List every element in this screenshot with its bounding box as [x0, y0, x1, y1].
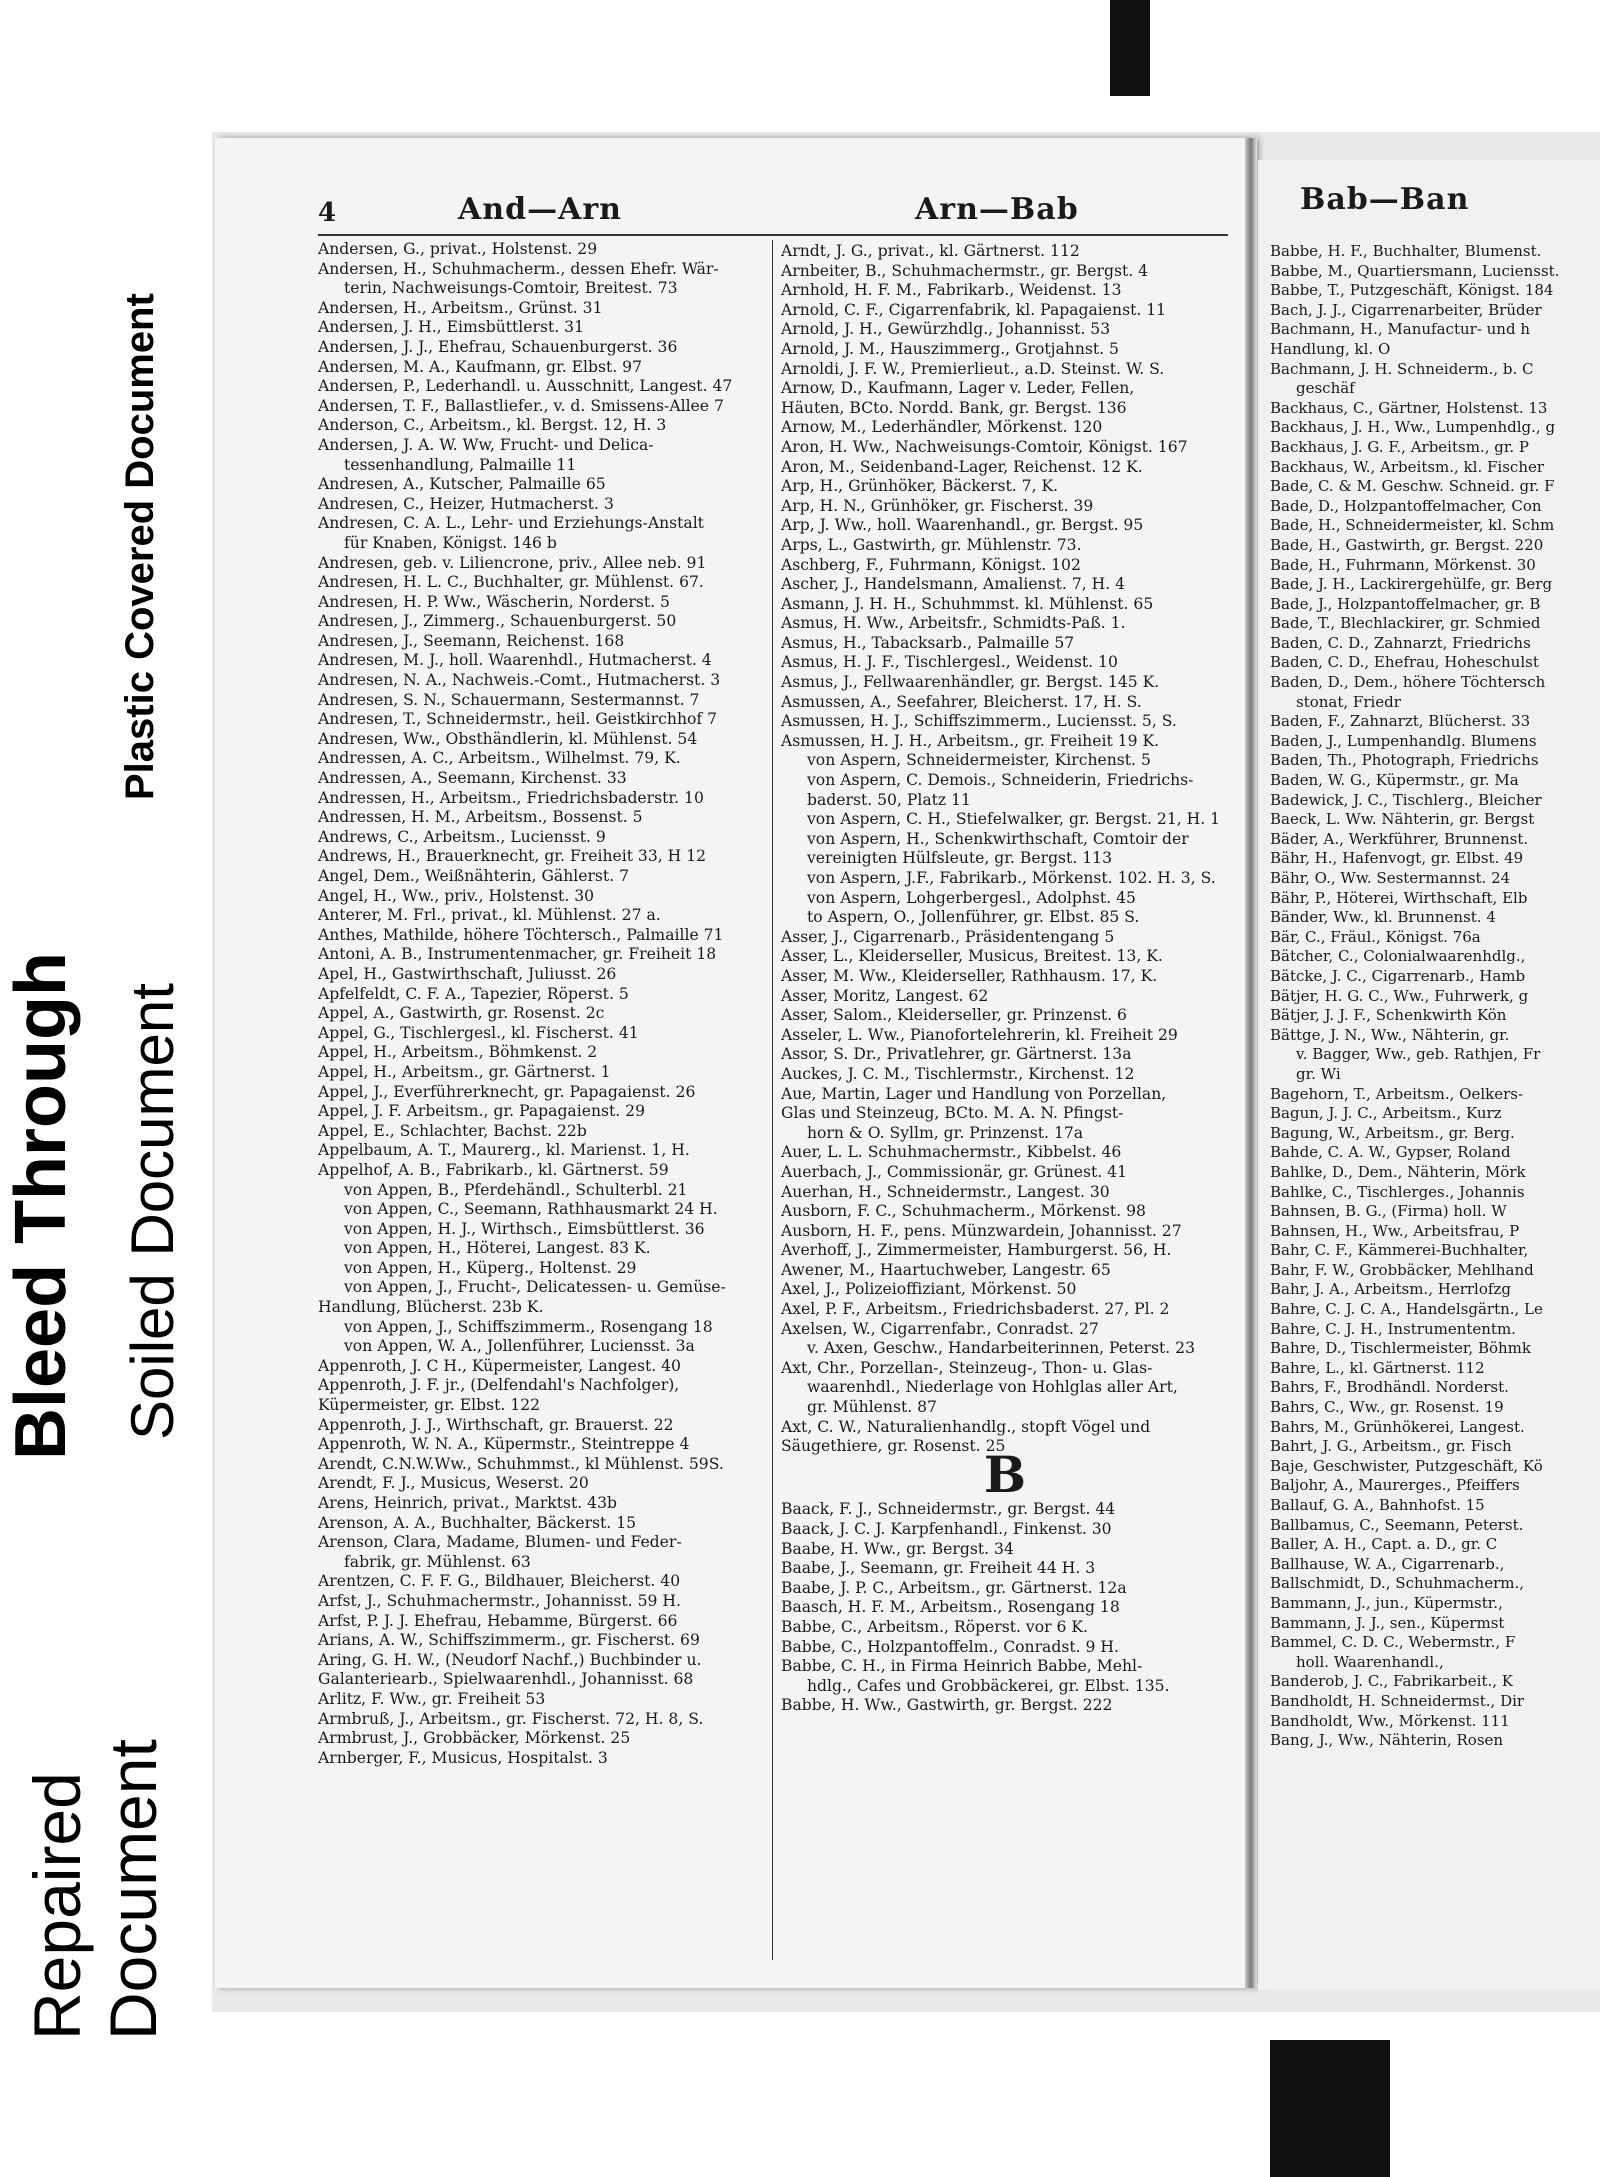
- directory-column-1: [318, 240, 766, 1768]
- directory-entry: Häuten, BCto. Nordd. Bank, gr. Bergst. 136: [781, 398, 1127, 417]
- directory-entry: Auckes, J. C. M., Tischlermstr., Kirchenst. 12: [781, 1064, 1135, 1083]
- directory-entry: Andersen, H., Arbeitsm., Grünst. 31: [318, 298, 603, 317]
- directory-entry: Bätcher, C., Colonialwaarenhdlg.,: [1270, 947, 1526, 966]
- directory-entry: Bade, H., Fuhrmann, Mörkenst. 30: [1270, 555, 1536, 574]
- directory-entry: Baden, C. D., Ehefrau, Hoheschulst: [1270, 653, 1539, 672]
- repaired-label-line1: Repaired: [20, 1772, 94, 2040]
- directory-entry: Andresen, J., Zimmerg., Schauenburgerst. 50: [318, 612, 677, 631]
- directory-entry: Bätjer, H. G. C., Ww., Fuhrwerk, g: [1270, 986, 1529, 1005]
- directory-entry: geschäf: [1296, 379, 1355, 398]
- directory-entry: waarenhdl., Niederlage von Hohlglas aller Art,: [807, 1378, 1178, 1397]
- bleed-through-label: Bleed Through: [1, 952, 81, 1460]
- directory-entry: Bahnsen, H., Ww., Arbeitsfrau, P: [1270, 1221, 1520, 1240]
- directory-entry: Bade, T., Blechlackirer, gr. Schmied: [1270, 614, 1541, 633]
- directory-entry: Bahre, C. J. H., Instrumententm.: [1270, 1319, 1516, 1338]
- directory-entry: Armbruß, J., Arbeitsm., gr. Fischerst. 72, H. 8, S.: [318, 1709, 704, 1728]
- directory-entry: Arp, J. Ww., holl. Waarenhandl., gr. Bergst. 95: [781, 516, 1144, 535]
- directory-entry: Bade, H., Gastwirth, gr. Bergst. 220: [1270, 535, 1544, 554]
- directory-entries-b: [781, 1500, 1229, 1716]
- directory-entry: Bahrt, J. G., Arbeitsm., gr. Fisch: [1270, 1437, 1512, 1456]
- directory-entry: Bammann, J. J., sen., Küpermst: [1270, 1613, 1505, 1632]
- directory-entries-arn-axt: [781, 242, 1229, 1457]
- directory-entry: Ballhause, W. A., Cigarrenarb.,: [1270, 1554, 1505, 1573]
- directory-entry: Arenson, A. A., Buchhalter, Bäckerst. 15: [318, 1513, 637, 1532]
- directory-entry: Arentzen, C. F. F. G., Bildhauer, Bleicherst. 40: [318, 1572, 681, 1591]
- directory-entry: Badewick, J. C., Tischlerg., Bleicher: [1270, 790, 1542, 809]
- directory-entry: Armbrust, J., Grobbäcker, Mörkenst. 25: [318, 1729, 631, 1748]
- directory-entry: Bätcke, J. C., Cigarrenarb., Hamb: [1270, 966, 1526, 985]
- directory-entry: Galanteriearb., Spielwaarenhdl., Johannisst. 68: [318, 1670, 694, 1689]
- directory-entry: Baden, Th., Photograph, Friedrichs: [1270, 751, 1539, 770]
- directory-entry: Andersen, M. A., Kaufmann, gr. Elbst. 97: [318, 357, 643, 376]
- directory-entry: Asseler, L. Ww., Pianofortelehrerin, kl. Freiheit 29: [781, 1025, 1178, 1044]
- directory-entry: Aschberg, F., Fuhrmann, Königst. 102: [781, 555, 1081, 574]
- directory-entry: Baljohr, A., Maurerges., Pfeiffers: [1270, 1476, 1520, 1495]
- directory-entry: Aron, H. Ww., Nachweisungs-Comtoir, Königst. 167: [781, 437, 1188, 456]
- directory-entry: Arp, H. N., Grünhöker, gr. Fischerst. 39: [781, 496, 1094, 515]
- directory-entry: von Appen, H., Höterei, Langest. 83 K.: [344, 1239, 651, 1258]
- tape-strip-bottom: [1270, 2040, 1390, 2177]
- directory-entry: Baden, J., Lumpenhandlg. Blumens: [1270, 731, 1537, 750]
- directory-entry: Bade, J. H., Lackirergehülfe, gr. Berg: [1270, 575, 1553, 594]
- directory-entry: Asser, Salom., Kleiderseller, gr. Prinzenst. 6: [781, 1006, 1127, 1025]
- directory-entry: Axt, C. W., Naturalienhandlg., stopft Vögel und: [781, 1417, 1151, 1436]
- directory-entry: gr. Wi: [1296, 1064, 1341, 1083]
- directory-entry: Bachmann, H., Manufactur- und h: [1270, 320, 1531, 339]
- directory-entry: tessenhandlung, Palmaille 11: [344, 455, 577, 474]
- directory-entry: Asser, M. Ww., Kleiderseller, Rathhausm. 17, K.: [781, 966, 1158, 985]
- directory-entry: fabrik, gr. Mühlenst. 63: [344, 1552, 531, 1571]
- directory-entry: Bahrs, C., Ww., gr. Rosenst. 19: [1270, 1398, 1504, 1417]
- directory-entry: Assor, S. Dr., Privatlehrer, gr. Gärtnerst. 13a: [781, 1045, 1132, 1064]
- directory-entry: Bahrs, M., Grünhökerei, Langest.: [1270, 1417, 1525, 1436]
- directory-entry: Awener, M., Haartuchweber, Langestr. 65: [781, 1260, 1111, 1279]
- directory-entry: Anderson, C., Arbeitsm., kl. Bergst. 12, H. 3: [318, 416, 667, 435]
- directory-entry: Backhaus, J. H., Ww., Lumpenhdlg., g: [1270, 418, 1556, 437]
- directory-entry: Asmus, H. Ww., Arbeitsfr., Schmidts-Paß. 1.: [781, 614, 1126, 633]
- directory-entry: v. Bagger, Ww., geb. Rathjen, Fr: [1296, 1045, 1541, 1064]
- repaired-document-label: [20, 1739, 172, 2040]
- directory-entry: Bade, D., Holzpantoffelmacher, Con: [1270, 496, 1542, 515]
- directory-entry: Handlung, kl. O: [1270, 339, 1391, 358]
- directory-entry: Arnhold, H. F. M., Fabrikarb., Weidenst. 13: [781, 281, 1122, 300]
- directory-entry: Bade, C. & M. Geschw. Schneid. gr. F: [1270, 477, 1555, 496]
- directory-entry: Appel, H., Arbeitsm., gr. Gärtnerst. 1: [318, 1062, 611, 1081]
- running-head-middle: Arn—Bab: [915, 192, 1079, 227]
- directory-entry: für Knaben, Königst. 146 b: [344, 533, 557, 552]
- directory-entry: Andressen, H. M., Arbeitsm., Bossenst. 5: [318, 808, 643, 827]
- directory-entry: von Appen, H. J., Wirthsch., Eimsbüttlerst. 36: [344, 1219, 705, 1238]
- directory-entry: Andressen, H., Arbeitsm., Friedrichsbaderstr. 10: [318, 788, 704, 807]
- directory-entry: Andersen, P., Lederhandl. u. Ausschnitt, Langest. 47: [318, 377, 733, 396]
- directory-entry: Ballauf, G. A., Bahnhofst. 15: [1270, 1496, 1485, 1514]
- directory-entry: Asmussen, H. J., Schiffszimmerm., Luciensst. 5, S.: [781, 712, 1177, 731]
- directory-entry: Bammann, J., jun., Küpermstr.,: [1270, 1593, 1503, 1612]
- directory-entry: Andersen, G., privat., Holstenst. 29: [318, 240, 598, 258]
- directory-entry: Bach, J. J., Cigarrenarbeiter, Brüder: [1270, 300, 1542, 319]
- directory-column-2: [781, 242, 1229, 1716]
- repaired-label-line2: Document: [95, 1739, 170, 2040]
- soiled-document-label: Soiled Document: [119, 983, 186, 1440]
- directory-entry: Bahre, L., kl. Gärtnerst. 112: [1270, 1358, 1485, 1377]
- directory-entry: Angel, H., Ww., priv., Holstenst. 30: [318, 886, 595, 905]
- directory-entry: Axel, J., Polizeioffiziant, Mörkenst. 50: [781, 1280, 1077, 1299]
- directory-entry: von Aspern, C. H., Stiefelwalker, gr. Bergst. 21, H. 1: [807, 810, 1221, 829]
- directory-entry: vereinigten Hülfsleute, gr. Bergst. 113: [807, 849, 1112, 868]
- directory-entry: holl. Waarenhandl.,: [1296, 1652, 1444, 1671]
- directory-entry: Axel, P. F., Arbeitsm., Friedrichsbaderst. 27, Pl. 2: [781, 1300, 1170, 1319]
- directory-entry: Arps, L., Gastwirth, gr. Mühlenstr. 73.: [781, 535, 1082, 554]
- running-head-left: And—Arn: [458, 192, 622, 227]
- directory-entry: von Appen, W. A., Jollenführer, Luciensst. 3a: [344, 1337, 695, 1356]
- directory-entry: Bade, H., Schneidermeister, kl. Schm: [1270, 516, 1555, 535]
- directory-entry: Andressen, A. C., Arbeitsm., Wilhelmst. 79, K.: [318, 749, 681, 768]
- directory-entry: Bang, J., Ww., Nähterin, Rosen: [1270, 1731, 1504, 1750]
- plastic-covered-label: Plastic Covered Document: [118, 293, 162, 800]
- page-number: 4: [318, 198, 337, 228]
- directory-entry: Bäder, A., Werkführer, Brunnenst.: [1270, 829, 1529, 848]
- directory-entry: Baden, D., Dem., höhere Töchtersch: [1270, 673, 1546, 692]
- directory-entry: Appel, A., Gastwirth, gr. Rosenst. 2c: [318, 1004, 605, 1023]
- directory-entry: Arnold, J. M., Hauszimmerg., Grotjahnst. 5: [781, 339, 1119, 358]
- directory-entry: Bahrs, F., Brodhändl. Norderst.: [1270, 1378, 1509, 1397]
- directory-entry: Asser, J., Cigarrenarb., Präsidentengang 5: [781, 927, 1115, 946]
- directory-entry: Andresen, geb. v. Liliencrone, priv., Allee neb. 91: [318, 553, 707, 572]
- directory-entry: Bähr, O., Ww. Sestermannst. 24: [1270, 869, 1511, 887]
- header-rule: [318, 234, 1228, 236]
- directory-entry: von Appen, J., Schiffszimmerm., Rosengang 18: [344, 1317, 713, 1336]
- directory-entry: Antoni, A. B., Instrumentenmacher, gr. Freiheit 18: [318, 945, 717, 964]
- directory-entry: Asmus, H., Tabacksarb., Palmaille 57: [781, 633, 1075, 652]
- directory-entry: Baack, J. C. J. Karpfenhandl., Finkenst. 30: [781, 1520, 1112, 1538]
- book-gutter: [1245, 138, 1257, 1988]
- directory-entry: v. Axen, Geschw., Handarbeiterinnen, Peterst. 23: [807, 1339, 1196, 1358]
- directory-entry: Bagehorn, T., Arbeitsm., Oelkers-: [1270, 1084, 1524, 1103]
- directory-entry: Baabe, J. P. C., Arbeitsm., gr. Gärtnerst. 12a: [781, 1578, 1127, 1597]
- directory-entry: Appenroth, J. J., Wirthschaft, gr. Brauerst. 22: [318, 1415, 674, 1434]
- directory-entry: Asmus, J., Fellwaarenhändler, gr. Bergst. 145 K.: [781, 673, 1160, 692]
- directory-entry: Aring, G. H. W., (Neudorf Nachf.,) Buchbinder u.: [318, 1650, 702, 1669]
- directory-entry: Bahr, J. A., Arbeitsm., Herrlofzg: [1270, 1280, 1511, 1299]
- directory-entry: Axelsen, W., Cigarrenfabr., Conradst. 27: [781, 1319, 1099, 1338]
- directory-entry: Andresen, T., Schneidermstr., heil. Geistkirchhof 7: [318, 710, 718, 729]
- directory-entry: Appenroth, W. N. A., Küpermstr., Steintreppe 4: [318, 1435, 690, 1454]
- directory-entry: Handlung, Blücherst. 23b K.: [318, 1298, 544, 1317]
- directory-entry: Backhaus, W., Arbeitsm., kl. Fischer: [1270, 457, 1545, 476]
- directory-entry: Ascher, J., Handelsmann, Amalienst. 7, H. 4: [781, 575, 1126, 594]
- directory-entry: Andressen, A., Seemann, Kirchenst. 33: [318, 769, 627, 788]
- directory-entry: Andersen, H., Schuhmacherm., dessen Ehefr. Wär-: [318, 259, 719, 278]
- directory-entry: Aron, M., Seidenband-Lager, Reichenst. 12 K.: [781, 457, 1143, 476]
- directory-entry: Arnoldi, J. F. W., Premierlieut., a.D. Steinst. W. S.: [781, 359, 1165, 378]
- directory-entry: stonat, Friedr: [1296, 692, 1401, 711]
- directory-entry: Arendt, C.N.W.Ww., Schuhmmst., kl Mühlenst. 59S.: [318, 1454, 724, 1473]
- directory-entry: Arnbeiter, B., Schuhmachermstr., gr. Bergst. 4: [781, 261, 1149, 280]
- directory-entry: Asmann, J. H. H., Schuhmmst. kl. Mühlenst. 65: [781, 594, 1154, 613]
- directory-entry: Bammel, C. D. C., Webermstr., F: [1270, 1633, 1516, 1652]
- directory-entry: von Appen, J., Frucht-, Delicatessen- u. Gemüse-: [344, 1278, 726, 1297]
- directory-entry: Aue, Martin, Lager und Handlung von Porzellan,: [781, 1084, 1167, 1103]
- directory-entry: Bär, C., Fräul., Königst. 76a: [1270, 927, 1481, 946]
- directory-entry: Axt, Chr., Porzellan-, Steinzeug-, Thon- u. Glas-: [781, 1358, 1153, 1377]
- directory-entry: Apfelfeldt, C. F. A., Tapezier, Röperst. 5: [318, 984, 629, 1003]
- directory-entry: Baasch, H. F. M., Arbeitsm., Rosengang 18: [781, 1598, 1120, 1617]
- directory-entry: Andresen, Ww., Obsthändlerin, kl. Mühlenst. 54: [318, 729, 698, 748]
- directory-entry: Baje, Geschwister, Putzgeschäft, Kö: [1270, 1456, 1543, 1475]
- directory-entry: von Aspern, C. Demois., Schneiderin, Friedrichs-: [807, 771, 1194, 790]
- directory-entry: Andresen, C., Heizer, Hutmacherst. 3: [318, 494, 614, 513]
- directory-entry: Baden, F., Zahnarzt, Blücherst. 33: [1270, 712, 1531, 731]
- directory-entry: von Appen, C., Seemann, Rathhausmarkt 24 H.: [344, 1200, 718, 1219]
- directory-entry: Anterer, M. Frl., privat., kl. Mühlenst. 27 a.: [318, 906, 661, 925]
- directory-entry: Arnow, D., Kaufmann, Lager v. Leder, Fellen,: [781, 379, 1135, 398]
- directory-entry: Andresen, J., Seemann, Reichenst. 168: [318, 631, 625, 650]
- directory-entry: Arendt, F. J., Musicus, Weserst. 20: [318, 1474, 589, 1493]
- directory-entry: Appel, J., Everführerknecht, gr. Papagaienst. 26: [318, 1082, 696, 1101]
- directory-entry: Anthes, Mathilde, höhere Töchtersch., Palmaille 71: [318, 925, 724, 944]
- directory-column-3: [1270, 242, 1600, 1751]
- directory-entry: Arfst, P. J. J. Ehefrau, Hebamme, Bürgerst. 66: [318, 1611, 678, 1630]
- directory-entry: Baeck, L. Ww. Nähterin, gr. Bergst: [1270, 810, 1535, 829]
- directory-entry: baderst. 50, Platz 11: [807, 790, 971, 809]
- directory-entry: Andresen, S. N., Schauermann, Sestermannst. 7: [318, 690, 700, 709]
- directory-entry: Bandholdt, H. Schneidermst., Dir: [1270, 1691, 1525, 1710]
- directory-entry: Bänder, Ww., kl. Brunnenst. 4: [1270, 908, 1496, 927]
- directory-entry: Arnow, M., Lederhändler, Mörkenst. 120: [781, 418, 1103, 437]
- section-letter: B: [983, 1444, 1027, 1504]
- running-head-right: Bab—Ban: [1300, 182, 1470, 217]
- directory-entry: Arfst, J., Schuhmachermstr., Johannisst. 59 H.: [318, 1591, 681, 1610]
- directory-entry: Baden, C. D., Zahnarzt, Friedrichs: [1270, 633, 1531, 652]
- directory-entry: Arndt, J. G., privat., kl. Gärtnerst. 112: [781, 242, 1080, 260]
- directory-entry: Babbe, T., Putzgeschäft, Königst. 184: [1270, 281, 1554, 300]
- directory-entry: gr. Mühlenst. 87: [807, 1398, 937, 1417]
- directory-entry: von Appen, B., Pferdehändl., Schulterbl. 21: [344, 1180, 688, 1199]
- directory-entry: Angel, Dem., Weißnähterin, Gählerst. 7: [318, 867, 630, 885]
- directory-entry: Appelhof, A. B., Fabrikarb., kl. Gärtnerst. 59: [318, 1160, 669, 1179]
- directory-entry: Andersen, J. J., Ehefrau, Schauenburgerst. 36: [318, 337, 678, 356]
- directory-entry: Bahre, C. J. C. A., Handelsgärtn., Le: [1270, 1300, 1543, 1319]
- directory-entry: Babbe, H. Ww., Gastwirth, gr. Bergst. 222: [781, 1696, 1113, 1715]
- directory-entry: von Aspern, J.F., Fabrikarb., Mörkenst. 102. H. 3, S.: [807, 869, 1216, 887]
- directory-entry: Ausborn, F. C., Schuhmacherm., Mörkenst. 98: [781, 1202, 1146, 1221]
- directory-entry: Küpermeister, gr. Elbst. 122: [318, 1396, 541, 1415]
- directory-entry: Säugethiere, gr. Rosenst. 25: [781, 1437, 1006, 1456]
- directory-entry: Baden, W. G., Küpermstr., gr. Ma: [1270, 771, 1519, 790]
- directory-entry: Bahre, D., Tischlermeister, Böhmk: [1270, 1339, 1531, 1358]
- directory-entry: Bagun, J. J. C., Arbeitsm., Kurz: [1270, 1104, 1502, 1123]
- directory-entry: Averhoff, J., Zimmermeister, Hamburgerst. 56, H.: [781, 1241, 1172, 1260]
- directory-entry: Baller, A. H., Capt. a. D., gr. C: [1270, 1535, 1498, 1554]
- directory-entry: Andresen, N. A., Nachweis.-Comt., Hutmacherst. 3: [318, 671, 721, 690]
- directory-entry: Ballbamus, C., Seemann, Peterst.: [1270, 1515, 1524, 1534]
- directory-entry: Babbe, H. F., Buchhalter, Blumenst.: [1270, 242, 1542, 260]
- directory-entry: Apel, H., Gastwirthschaft, Juliusst. 26: [318, 964, 617, 983]
- directory-entry: Bagung, W., Arbeitsm., gr. Berg.: [1270, 1123, 1515, 1142]
- directory-entry: Bahde, C. A. W., Gypser, Roland: [1270, 1143, 1511, 1162]
- tape-strip-top: [1110, 0, 1150, 96]
- directory-entry: Babbe, C. H., in Firma Heinrich Babbe, Mehl-: [781, 1657, 1143, 1676]
- directory-entry: Arnold, C. F., Cigarrenfabrik, kl. Papagaienst. 11: [781, 300, 1167, 319]
- directory-entry: Bahlke, D., Dem., Nähterin, Mörk: [1270, 1162, 1526, 1181]
- directory-entry: Asmus, H. J. F., Tischlergesl., Weidenst. 10: [781, 653, 1118, 672]
- directory-entry: Arnberger, F., Musicus, Hospitalst. 3: [318, 1748, 608, 1767]
- column-rule: [772, 240, 773, 1960]
- directory-entry: Bähr, H., Hafenvogt, gr. Elbst. 49: [1270, 849, 1524, 868]
- directory-entry: Arlitz, F. Ww., gr. Freiheit 53: [318, 1689, 546, 1708]
- directory-entry: Auerhan, H., Schneidermstr., Langest. 30: [781, 1182, 1110, 1201]
- directory-entry: Appenroth, J. F. jr., (Delfendahl's Nachfolger),: [318, 1376, 680, 1395]
- directory-entry: Andresen, M. J., holl. Waarenhdl., Hutmacherst. 4: [318, 651, 712, 670]
- directory-entry: Arp, H., Grünhöker, Bäckerst. 7, K.: [781, 477, 1059, 496]
- directory-entry: Baabe, H. Ww., gr. Bergst. 34: [781, 1539, 1014, 1558]
- directory-entry: Appelbaum, A. T., Maurerg., kl. Marienst. 1, H.: [318, 1141, 690, 1160]
- directory-entry: Asmussen, H. J. H., Arbeitsm., gr. Freiheit 19 K.: [781, 731, 1160, 750]
- directory-entry: Asser, L., Kleiderseller, Musicus, Breitest. 13, K.: [781, 947, 1163, 966]
- directory-entry: Arnold, J. H., Gewürzhdlg., Johannisst. 53: [781, 320, 1111, 339]
- directory-entry: horn & O. Syllm, gr. Prinzenst. 17a: [807, 1123, 1084, 1142]
- directory-entry: Bahr, C. F., Kämmerei-Buchhalter,: [1270, 1241, 1529, 1260]
- directory-entry: Andresen, C. A. L., Lehr- und Erziehungs-Anstalt: [318, 514, 704, 533]
- directory-entry: Baabe, J., Seemann, gr. Freiheit 44 H. 3: [781, 1559, 1096, 1578]
- directory-entry: Andresen, H. L. C., Buchhalter, gr. Mühlenst. 67.: [318, 573, 704, 592]
- directory-entry: Arenson, Clara, Madame, Blumen- und Feder-: [318, 1533, 682, 1552]
- directory-entry: Bahlke, C., Tischlerges., Johannis: [1270, 1182, 1525, 1201]
- directory-entry: Glas und Steinzeug, BCto. M. A. N. Pfingst-: [781, 1104, 1124, 1123]
- directory-entry: Arians, A. W., Schiffszimmerm., gr. Fischerst. 69: [318, 1631, 700, 1650]
- directory-entry: Bättge, J. N., Ww., Nähterin, gr.: [1270, 1025, 1510, 1044]
- directory-entry: Ausborn, H. F., pens. Münzwardein, Johannisst. 27: [781, 1221, 1182, 1240]
- directory-entry: Bachmann, J. H. Schneiderm., b. C: [1270, 359, 1534, 378]
- directory-entry: Bähr, P., Höterei, Wirthschaft, Elb: [1270, 888, 1528, 907]
- directory-entry: Auerbach, J., Commissionär, gr. Grünest. 41: [781, 1162, 1128, 1181]
- directory-entry: Bahr, F. W., Grobbäcker, Mehlhand: [1270, 1260, 1534, 1279]
- directory-entry: Appel, H., Arbeitsm., Böhmkenst. 2: [318, 1043, 598, 1062]
- directory-entry: von Aspern, Lohgerbergesl., Adolphst. 45: [807, 888, 1136, 907]
- directory-entry: Babbe, C., Arbeitsm., Röperst. vor 6 K.: [781, 1617, 1089, 1636]
- directory-entry: Andersen, J. H., Eimsbüttlerst. 31: [318, 318, 584, 337]
- directory-entry: von Aspern, Schneidermeister, Kirchenst. 5: [807, 751, 1151, 770]
- directory-entry: Asmussen, A., Seefahrer, Bleicherst. 17, H. S.: [781, 692, 1142, 711]
- directory-entry: Appel, G., Tischlergesl., kl. Fischerst. 41: [318, 1023, 639, 1042]
- directory-entry: Appenroth, J. C H., Küpermeister, Langest. 40: [318, 1356, 681, 1375]
- directory-entry: Andrews, C., Arbeitsm., Luciensst. 9: [318, 827, 606, 846]
- directory-entry: Backhaus, J. G. F., Arbeitsm., gr. P: [1270, 437, 1529, 456]
- directory-entry: Bätjer, J. J. F., Schenkwirth Kön: [1270, 1006, 1507, 1025]
- directory-entry: Ballschmidt, D., Schuhmacherm.,: [1270, 1574, 1524, 1593]
- directory-entry: Andersen, J. A. W. Ww, Frucht- und Delica-: [318, 435, 654, 454]
- directory-entry: von Aspern, H., Schenkwirthschaft, Comtoir der: [807, 829, 1189, 848]
- directory-entry: Bandholdt, Ww., Mörkenst. 111: [1270, 1711, 1510, 1730]
- directory-entry: Babbe, M., Quartiersmann, Luciensst.: [1270, 261, 1560, 280]
- directory-entry: von Appen, H., Küperg., Holtenst. 29: [344, 1258, 637, 1277]
- directory-entry: hdlg., Cafes und Grobbäckerei, gr. Elbst. 135.: [807, 1676, 1170, 1695]
- directory-entry: Bahnsen, B. G., (Firma) holl. W: [1270, 1202, 1507, 1221]
- directory-entry: Backhaus, C., Gärtner, Holstenst. 13: [1270, 398, 1548, 417]
- directory-entry: Andresen, A., Kutscher, Palmaille 65: [318, 475, 606, 494]
- directory-entry: Andresen, H. P. Ww., Wäscherin, Norderst. 5: [318, 592, 670, 611]
- directory-entry: Appel, E., Schlachter, Bachst. 22b: [318, 1121, 587, 1140]
- directory-entry: terin, Nachweisungs-Comtoir, Breitest. 73: [344, 279, 678, 298]
- directory-entry: Baack, F. J., Schneidermstr., gr. Bergst. 44: [781, 1500, 1116, 1519]
- directory-entry: Auer, L. L. Schuhmachermstr., Kibbelst. 46: [781, 1143, 1122, 1162]
- directory-entry: Asser, Moritz, Langest. 62: [781, 986, 989, 1005]
- directory-entry: Banderob, J. C., Fabrikarbeit., K: [1270, 1672, 1513, 1691]
- directory-entry: to Aspern, O., Jollenführer, gr. Elbst. 85 S.: [807, 908, 1140, 927]
- directory-entry: Babbe, C., Holzpantoffelm., Conradst. 9 H.: [781, 1637, 1119, 1656]
- directory-entry: Arens, Heinrich, privat., Marktst. 43b: [318, 1494, 617, 1512]
- directory-entry: Andersen, T. F., Ballastliefer., v. d. Smissens-Allee 7: [318, 396, 724, 415]
- directory-entry: Appel, J. F. Arbeitsm., gr. Papagaienst. 29: [318, 1102, 646, 1121]
- directory-entry: Bade, J., Holzpantoffelmacher, gr. B: [1270, 594, 1541, 613]
- directory-entry: Andrews, H., Brauerknecht, gr. Freiheit 33, H 12: [318, 847, 707, 866]
